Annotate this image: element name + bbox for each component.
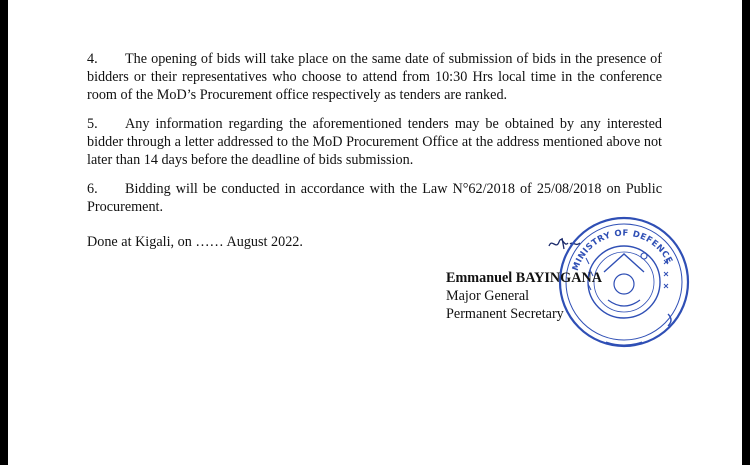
paragraph-text: The opening of bids will take place on the same date of submission of bids in the presence of bidders or their representatives who choose to attend from 10:30 Hrs local time in the conference room of the MoD’s Procurement office respectively as tenders are ranked. bbox=[87, 51, 662, 103]
signatory-title: Permanent Secretary bbox=[446, 306, 564, 322]
paragraph-5 bbox=[87, 115, 662, 169]
document-page bbox=[8, 0, 742, 465]
paragraph-number: 5. bbox=[87, 116, 98, 132]
signatory-name: Emmanuel BAYINGANA bbox=[446, 270, 602, 286]
signatory-rank: Major General bbox=[446, 288, 530, 304]
closing-line: Done at Kigali, on …… August 2022. bbox=[87, 234, 303, 250]
svg-text:MINISTRY OF DEFENCE: MINISTRY OF DEFENCE bbox=[570, 228, 675, 273]
paragraph-number: 6. bbox=[87, 181, 98, 197]
paragraph-text: Bidding will be conducted in accordance with the Law N°62/2018 of 25/08/2018 on Public Procurement. bbox=[87, 181, 662, 215]
signature-block bbox=[446, 269, 602, 323]
paragraph-4 bbox=[87, 50, 662, 104]
paragraph-text: Any information regarding the aforementioned tenders may be obtained by any interested bidder through a letter addressed to the MoD Procurement Office at the address mentioned above not later than 14 days before the deadline of bids submission. bbox=[87, 116, 662, 168]
paragraph-number: 4. bbox=[87, 51, 98, 67]
